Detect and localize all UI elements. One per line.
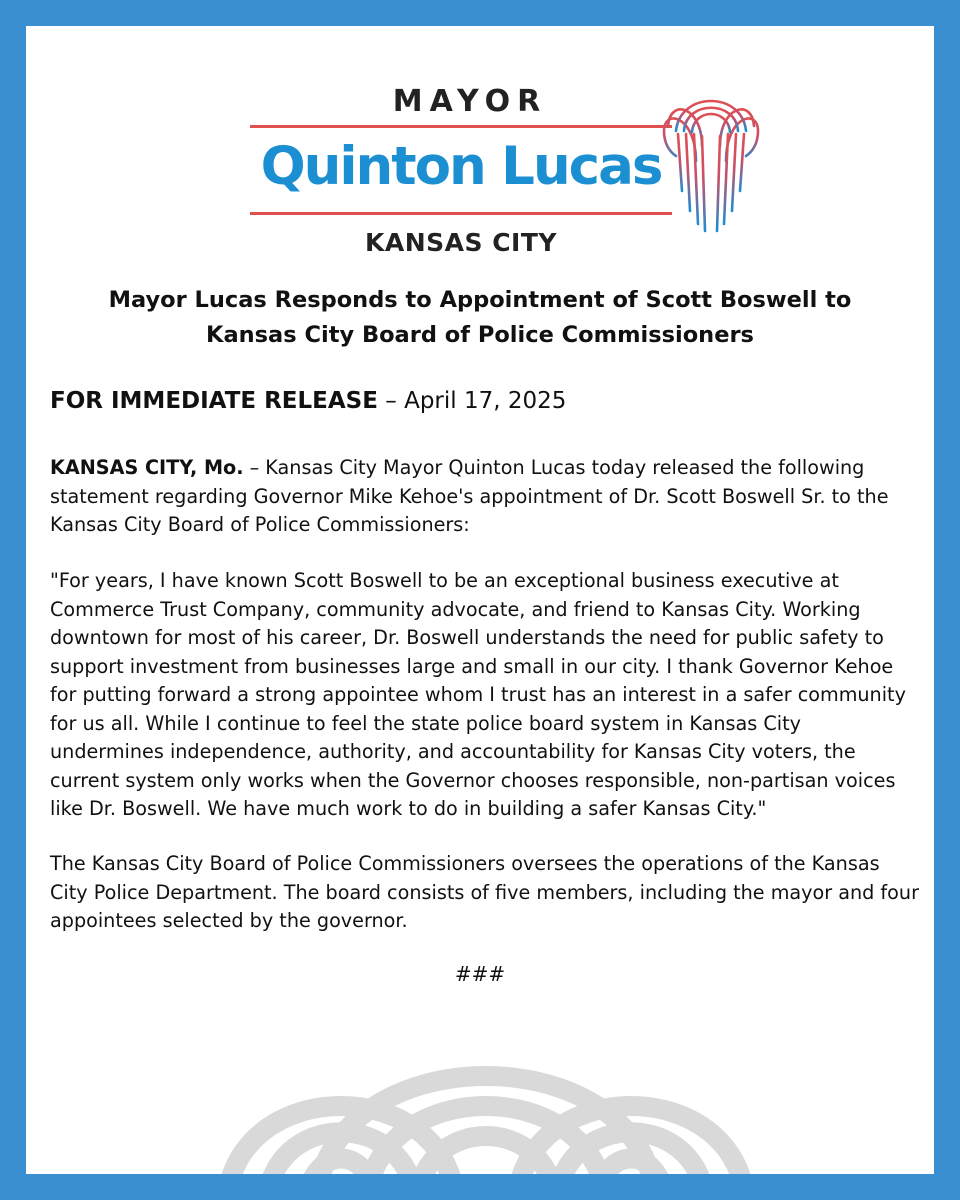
- logo-bottom-rule: [250, 212, 672, 215]
- intro-paragraph: [50, 454, 920, 540]
- press-release-page: [26, 26, 934, 1174]
- fountain-watermark-icon: [206, 1011, 766, 1174]
- logo-mayor-text: MAYOR: [392, 84, 548, 119]
- release-date: – April 17, 2025: [377, 388, 567, 414]
- headline-line-1: Mayor Lucas Responds to Appointment of Scott Boswell to: [108, 287, 852, 313]
- headline-line-2: Kansas City Board of Police Commissioners: [206, 322, 754, 348]
- logo-top-rule: [250, 125, 672, 128]
- board-info-paragraph: The Kansas City Board of Police Commissioners oversees the operations of the Kansas City Police Department. The board consists of five members, including the mayor and four appointees selected by the governor.: [50, 852, 919, 932]
- end-mark: ###: [454, 962, 506, 986]
- headline: [86, 283, 874, 353]
- quote-paragraph: "For years, I have known Scott Boswell to be an exceptional business executive at Commerce Trust Company, community advocate, and friend to Kansas City. Working downtown for most of his career, Dr. Boswell understands the need for public safety to support investment from businesses large and small in our city. I thank Governor Kehoe for putting forward a strong appointee whom I trust has an interest in a safer community for us all. While I continue to feel the state police board system in Kansas City undermines independence, authority, and accountability for Kansas City voters, the current system only works when the Governor chooses responsible, non-partisan voices like Dr. Boswell. We have much work to do in building a safer Kansas City.": [50, 569, 906, 820]
- release-label: FOR IMMEDIATE RELEASE: [50, 388, 378, 414]
- intro-text: – Kansas City Mayor Quinton Lucas today released the following statement regarding Governor Mike Kehoe's appointment of Dr. Scott Boswell Sr. to the Kansas City Board of Police Commissioners:: [50, 456, 889, 536]
- fountain-icon: [656, 86, 766, 236]
- release-line: [50, 388, 566, 414]
- logo-city-text: KANSAS CITY: [364, 228, 557, 257]
- logo-name-text: Quinton Lucas: [260, 136, 662, 197]
- dateline: KANSAS CITY, Mo.: [50, 456, 244, 479]
